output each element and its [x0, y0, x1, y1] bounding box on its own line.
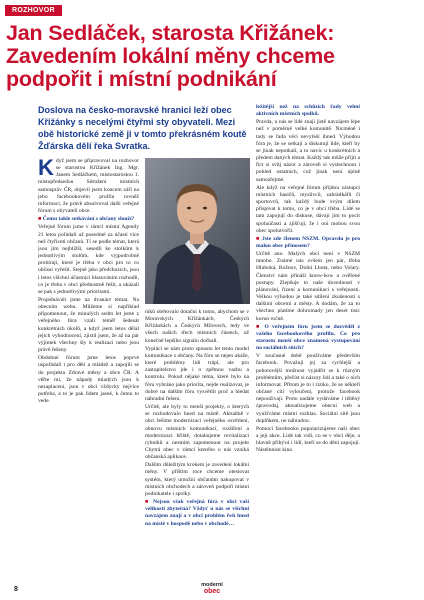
question-3: Jste zde členem NSZM. Opravdu je pro malou obec přínosem?	[256, 235, 360, 249]
answer-4: V současné době používáme především facebook. Považuji jej za rychlejší a pohotovější možnost vyjádřit se k různým problémům, přečíst si názory lidí a také o nich informovat. Přitom je tu i riziko, že se někteří občané cítí vyloučení, protože facebook nepoužívají. Proto nadále vydáváme i tištěný zpravodaj, aktualizujeme obecní web a využíváme místní rozhlas. Sociální sítě jsou doplňkem, ne náhradou.	[256, 353, 360, 424]
answer-1f: Určitě, ale byly to menší projekty, o kterých se rozhodovalo hned na místě. Aktuálně v obci řešíme modernizaci veřejného osvětlení, obnovu místních komunikací, rozšíření a modernizaci hřiště, dotahujeme revitalizaci rybníků a nesmím zapomenout na projekt Chytrá obec v rámci kterého u nás vzniká občanská aplikace.	[145, 404, 249, 461]
lead-paragraph: Doslova na česko-moravské hranici leží obec Křižánky s necelými čtyřmi sty obyvateli. Mezi obě historické země ji v tomto překrásném koutě Žďárska dělí řeka Svratka.	[38, 105, 247, 151]
answer-1d: níků obětovalo dotační k tomu, abychom se v Moravských Křižánkách, Českých Křižánkách a Českých Milovech, tedy ve všech našich třech místních částech, už konečně lepšího signálu dočkali.	[145, 309, 249, 344]
portrait-illustration	[145, 158, 250, 304]
drop-cap: K	[38, 158, 54, 180]
question-bullet: ■	[38, 216, 43, 223]
answer-2c: Ale když na veřejné fórum přijdou zástupci místních hasičů, myslivců, zahrádkářů či sportovců, tak každý bude svým dílem přispívat k tomu, co je v obci třeba. Lidé se tam zapojují do diskuse, dávají jim to pocit spoluúčasti a zjišťují, že i oni mohou svou obec spolutvořit.	[256, 184, 360, 234]
question-4: O veřejném fóru jsem se dozvěděl z vašeho facebookového profilu. Co pro starostu menší obce znamená vystupování na sociálních sítích?	[256, 323, 360, 352]
question-2: Nejsou však veřejná fóra v obci vaší velikosti zbytečná? Vždyť u nás se všichni navzájem znají a v obci problém řeší hned na místě v hospodě nebo v obchodě…	[145, 499, 249, 527]
answer-1b: Projednávali jsme na dvanáct témat. Na obecním webu. Můžeme si například připomenout, že minulých sedm let jsme z veřejného fóra vzali téměř šedesát konkrétních úkolů, a když jsem letos dělal jejich vyhodnocení, zjistil jsem, že až na pár výjimek všechny šly k realizaci nebo jsou právě řešeny.	[38, 296, 139, 354]
article-column-3	[256, 104, 360, 588]
question-2-continued: ležitější než na schůzích řady velmi aktivních místních spolků.	[256, 104, 360, 118]
question-bullet: ■	[256, 323, 265, 330]
answer-4b: Pomocí facebooku popularizujeme naši obec a její akce. Lidé tak vidí, co se v obci děje, a hlavně přibývá i lidí, kteří se do dění zapojují. Nástěnnost kina	[256, 425, 360, 454]
answer-3: Určitě ano. Malých obcí není v NSZM mnoho. Známé nás ovšem jen pár, třeba Hluboká, Rožnov, Dolní Lhota, nebo Volary. Členství nám přináší know-how a ověřené postupy. Zlepšuje to naše dovednosti v plánování, řízení a komunikaci s veřejností. Velkou výhodou je také sdílení zkušeností s dalšími obcemi a městy. A dodám, že za to všechno platíme dohromady jen deset tisíc korun ročně.	[256, 251, 360, 322]
article-column-2	[145, 309, 249, 588]
page-number: 8	[14, 586, 18, 593]
answer-1e: Vyplácí se nám proto spoustu let tento model komunikace s občany. Na fóru se nejen ukáže, které problémy lidi trápí, ale pro zastupitelstvo jde i o zpětnou vazbu a kontrolu. Pokud nějaké téma, které bylo na fóru vybráno jako priorita, nejde realizovat, je dobré na dalším fóru vysvětlit proč a hledat náhradní řešení.	[145, 345, 249, 402]
answer-2b: Pravda, u nás se lidé znají jistě navzájem lépe než v poměrně velké komunitě. Nicméně i tady se řada věcí nevyřeší ihned. Výhodou fóra je, že se setkají a diskutují lidé, kteří by se jinak nepotkali, a to navíc u konkrétních a předem daných témat. Každý tak může přijít a říct si svůj názor a zároveň si vyslechnout i pohled ostatních, což jinak není úplně samozřejmé.	[256, 119, 360, 183]
answer-1c: Obdobné fórum jsme letos poprvé uspořádali i pro děti a mládež a zapojili se do projektu Zdravé městy a obce ČR. A věřte mi, že nápady mladých jsou k nezaplacení, jsou v obci vždycky nejvíce potřeba, a to je pak lidem jasné, k čemu to vede.	[38, 355, 139, 405]
question-bullet: ■	[256, 235, 262, 242]
article-column-1	[38, 158, 139, 588]
question-bullet: ■	[145, 499, 154, 506]
headline: Jan Sedláček, starosta Křižánek: Zavedením lokální měny chceme podpořit i místní podnikání	[6, 21, 335, 91]
answer-1a: Veřejné fórum jsme v rámci místní Agendy 21 letos pořádali už posedmé za účasti více než čtyřiceti občanů. Tí se podle témat, která jsou jim nejbližší, sesedli ke stolkům k jednotlivým stolům, kde vyjpodrobně probírají, které je třeba v obci pro to co občani vyřešit. Stejně jako předchozích, jsou i letos všichni účastníci hlasováním rozhodli, co je třeba v obci přednostně řešit, a ukázali se pak s jednotlivými prioritami.	[38, 224, 139, 295]
intro-text: dyž jsem se připravoval na rozhovor se starostou Křižánek Ing. Mgr. Janem Sedláčkem, místostarostou 1. místopředsedou Sdružení místních samospráv ČR, objevil jsem koncem září na jeho facebookovém profilu rovněž informaci, že právě absolvoval další veřejné fórum s obyvateli obce.	[38, 158, 139, 215]
answer-1g: Dalším důležitým krokem je zavedení lokální měny. V příštím roce chceme otestovat systém, který umožní občanům nakupovat v místních obchodech a zároveň podpoří místní podnikatele i spolky.	[145, 462, 249, 497]
magazine-logo	[194, 582, 230, 598]
section-tag: ROZHOVOR	[5, 5, 62, 16]
question-1: Čemu takle setkávání s občany slouží?	[42, 216, 135, 223]
logo-line-1: moderní	[201, 582, 223, 588]
portrait-photo	[145, 158, 250, 304]
logo-line-2: obec	[203, 588, 221, 595]
